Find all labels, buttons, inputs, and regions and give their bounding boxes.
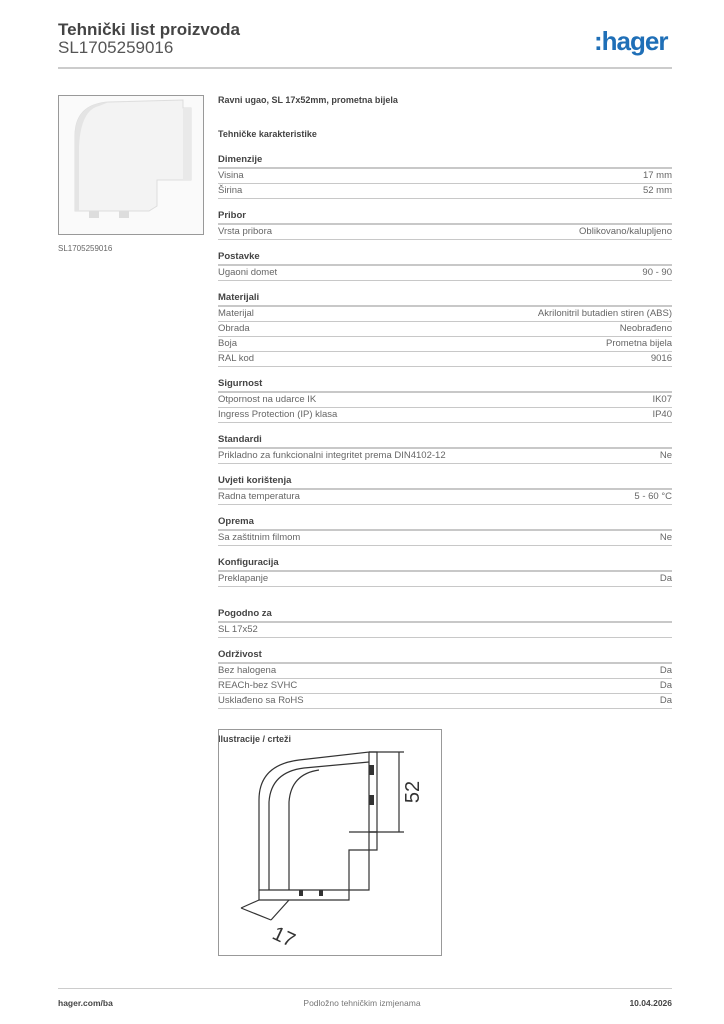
spec-value: Prometna bijela	[605, 338, 672, 349]
spec-label: Boja	[218, 338, 238, 349]
group-title: Uvjeti korištenja	[218, 474, 672, 490]
spec-value: 5 - 60 °C	[634, 491, 672, 502]
spec-row	[218, 337, 672, 352]
spec-label: Usklađeno sa RoHS	[218, 695, 304, 706]
spec-label: Materijal	[218, 308, 254, 319]
spec-label: Preklapanje	[218, 573, 269, 584]
product-photo	[59, 96, 203, 234]
spec-row	[218, 184, 672, 199]
spec-value: Da	[659, 665, 672, 676]
dim-depth-label: 17	[268, 922, 299, 952]
spec-row	[218, 531, 672, 546]
spec-label: Ingress Protection (IP) klasa	[218, 409, 338, 420]
spec-value: Akrilonitril butadien stiren (ABS)	[537, 308, 672, 319]
spec-row	[218, 572, 672, 587]
spec-group	[218, 607, 672, 638]
dim-height-label: 52	[402, 780, 424, 804]
illustration-title: Ilustracije / crteži	[218, 734, 292, 744]
spec-value: IK07	[652, 394, 672, 405]
spec-row	[218, 664, 672, 679]
spec-row	[218, 322, 672, 337]
spec-group	[218, 515, 672, 546]
spec-label: Vrsta pribora	[218, 226, 273, 237]
group-title: Postavke	[218, 250, 672, 266]
spec-label: Ugaoni domet	[218, 267, 278, 278]
spec-row	[218, 393, 672, 408]
spec-value: 17 mm	[642, 170, 672, 181]
spec-value: 90 - 90	[642, 267, 672, 278]
product-image	[58, 95, 204, 235]
spec-group	[218, 377, 672, 423]
spec-group	[218, 556, 672, 587]
spec-label: Sa zaštitnim filmom	[218, 532, 301, 543]
spec-value: 52 mm	[642, 185, 672, 196]
spec-value: 9016	[650, 353, 672, 364]
spec-value: Da	[659, 680, 672, 691]
group-title: Pogodno za	[218, 607, 672, 623]
spec-label: Otpornost na udarce IK	[218, 394, 317, 405]
hager-logo: :hager	[594, 26, 668, 56]
footer-date: 10.04.2026	[629, 998, 672, 1008]
spec-label: Prikladno za funkcionalni integritet prema DIN4102-12	[218, 450, 446, 461]
spec-group	[218, 250, 672, 281]
image-caption: SL1705259016	[58, 244, 113, 253]
spec-value: Da	[659, 695, 672, 706]
spec-group	[218, 474, 672, 505]
spec-value: Da	[659, 573, 672, 584]
spec-group	[218, 153, 672, 199]
spec-label: REACh-bez SVHC	[218, 680, 298, 691]
spec-label: Bez halogena	[218, 665, 277, 676]
spec-value: IP40	[652, 409, 672, 420]
footer-website[interactable]: hager.com/ba	[58, 998, 113, 1008]
spec-row	[218, 352, 672, 367]
spec-groups-extra	[218, 607, 672, 709]
spec-label: Širina	[218, 185, 243, 196]
spec-label: RAL kod	[218, 353, 255, 364]
spec-group	[218, 209, 672, 240]
group-title: Dimenzije	[218, 153, 672, 169]
spec-row	[218, 225, 672, 240]
page-title: Tehnički list proizvoda	[58, 20, 240, 39]
group-title: Standardi	[218, 433, 672, 449]
spec-row	[218, 694, 672, 709]
footer-note: Podložno tehničkim izmjenama	[303, 998, 421, 1008]
spec-value: Ne	[659, 532, 672, 543]
spec-column	[218, 95, 672, 744]
spec-value: Neobrađeno	[619, 323, 672, 334]
product-code: SL1705259016	[58, 38, 174, 57]
dimension-drawing	[218, 729, 442, 956]
group-title: Pribor	[218, 209, 672, 225]
spec-value: Oblikovano/kalupljeno	[579, 226, 672, 237]
section-title: Tehničke karakteristike	[218, 129, 317, 139]
spec-groups	[218, 153, 672, 587]
spec-row	[218, 623, 672, 638]
spec-group	[218, 648, 672, 709]
spec-row	[218, 490, 672, 505]
spec-row	[218, 169, 672, 184]
corner-drawing	[219, 730, 441, 955]
spec-row	[218, 408, 672, 423]
spec-value: Ne	[659, 450, 672, 461]
spec-row	[218, 307, 672, 322]
group-title: Konfiguracija	[218, 556, 672, 572]
spec-label: SL 17x52	[218, 624, 258, 635]
spec-label: Radna temperatura	[218, 491, 300, 502]
group-title: Sigurnost	[218, 377, 672, 393]
group-title: Materijali	[218, 291, 672, 307]
spec-group	[218, 433, 672, 464]
spec-label: Visina	[218, 170, 244, 181]
spec-row	[218, 449, 672, 464]
product-name: Ravni ugao, SL 17x52mm, prometna bijela	[218, 95, 398, 105]
header-divider	[58, 67, 672, 69]
spec-group	[218, 291, 672, 367]
spec-row	[218, 266, 672, 281]
footer-divider	[58, 988, 672, 989]
group-title: Oprema	[218, 515, 672, 531]
spec-row	[218, 679, 672, 694]
group-title: Održivost	[218, 648, 672, 664]
spec-label: Obrada	[218, 323, 250, 334]
